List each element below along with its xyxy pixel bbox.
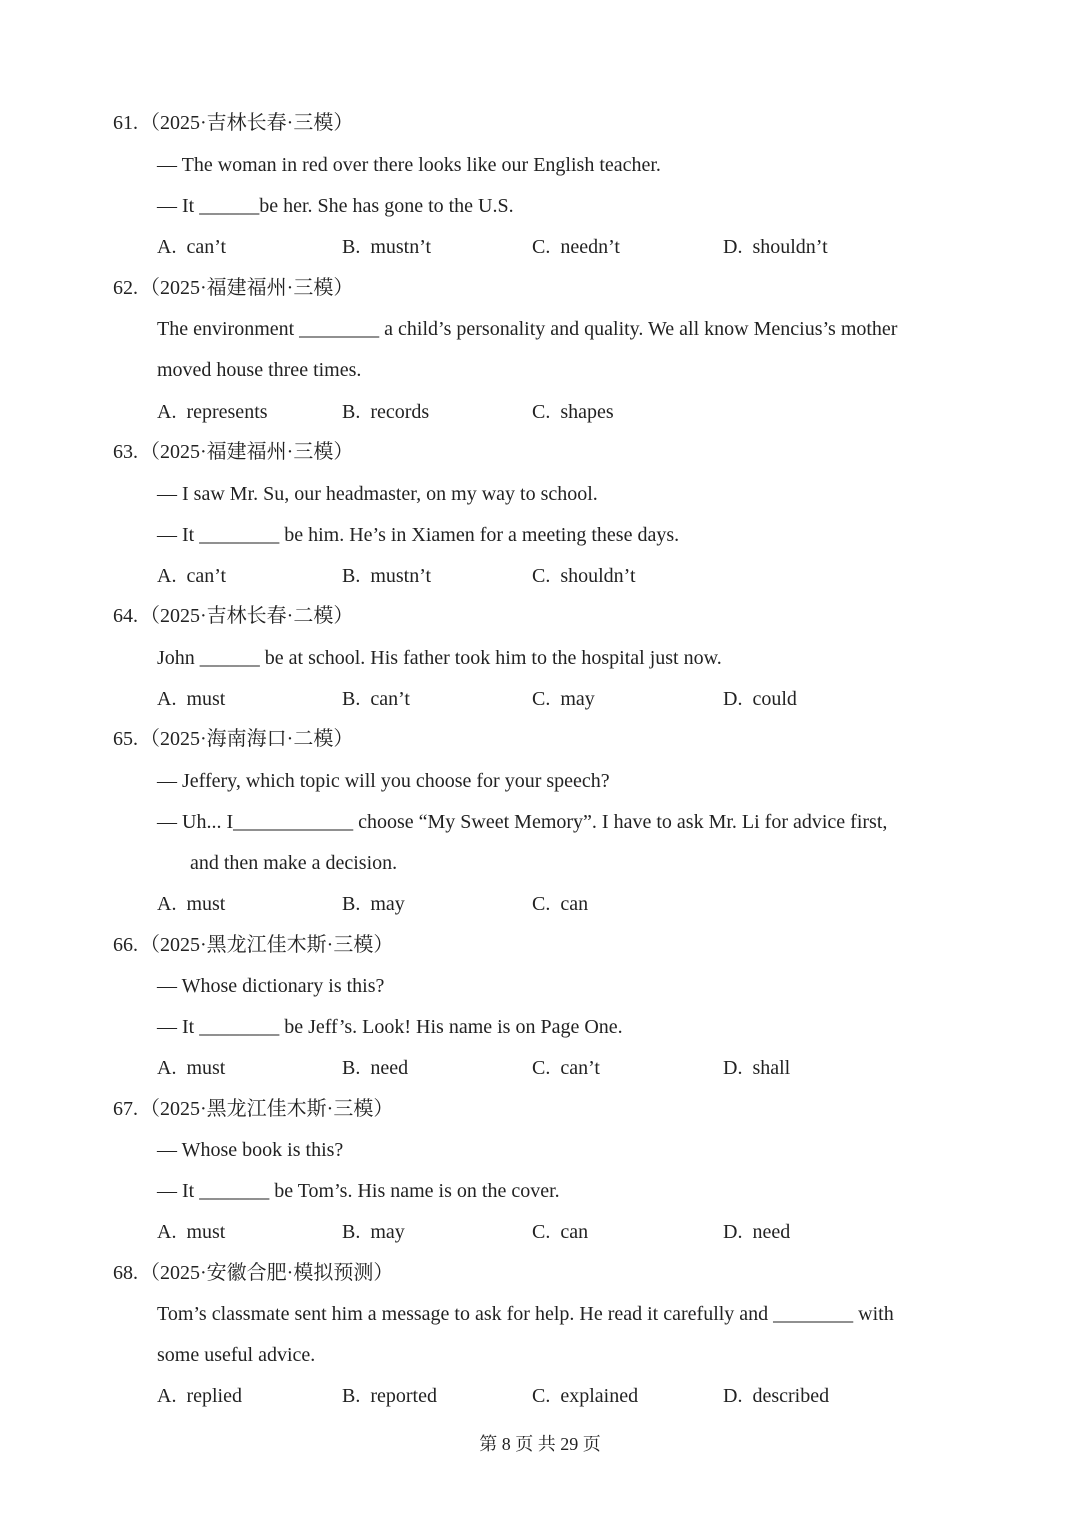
- option-text: could: [752, 688, 797, 710]
- option-letter: A.: [157, 1057, 177, 1079]
- option-text: can’t: [186, 565, 227, 587]
- question-text-line: — It _______ be Tom’s. His name is on the cover.: [157, 1180, 560, 1202]
- question-number: 67.: [113, 1098, 138, 1120]
- option-text: must: [186, 1057, 226, 1079]
- option-text: needn’t: [560, 236, 620, 258]
- question-text-line: — Uh... I____________ choose “My Sweet Memory”. I have to ask Mr. Li for advice first,: [157, 811, 888, 833]
- question-header: [113, 275, 353, 301]
- option-text: need: [752, 1221, 791, 1243]
- option-letter: A.: [157, 1385, 177, 1407]
- question-text-line: and then make a decision.: [190, 852, 398, 874]
- option-letter: D.: [723, 1385, 743, 1407]
- question-text-line: — Whose book is this?: [157, 1139, 344, 1161]
- option-d[interactable]: [723, 1055, 790, 1081]
- option-a[interactable]: [157, 686, 225, 712]
- question-number: 64.: [113, 605, 138, 627]
- question-number: 68.: [113, 1262, 138, 1284]
- question-number: 65.: [113, 728, 138, 750]
- option-text: shapes: [560, 401, 614, 423]
- option-c[interactable]: [532, 234, 620, 260]
- question-source: （2025·海南海口·二模）: [140, 728, 354, 750]
- question-text-line: — Whose dictionary is this?: [157, 975, 385, 997]
- option-b[interactable]: [342, 563, 431, 589]
- option-b[interactable]: [342, 891, 405, 917]
- option-text: can’t: [560, 1057, 600, 1079]
- question-header: [113, 603, 353, 629]
- option-letter: B.: [342, 401, 361, 423]
- option-letter: A.: [157, 893, 177, 915]
- question-text-line: John ______ be at school. His father took him to the hospital just now.: [157, 647, 722, 669]
- question-header: [113, 932, 393, 958]
- option-b[interactable]: [342, 399, 429, 425]
- option-text: described: [752, 1385, 830, 1407]
- option-b[interactable]: [342, 686, 410, 712]
- question-number: 63.: [113, 441, 138, 463]
- option-a[interactable]: [157, 399, 268, 425]
- option-text: can’t: [370, 688, 410, 710]
- option-letter: B.: [342, 236, 361, 258]
- question-text-line: moved house three times.: [157, 359, 362, 381]
- option-c[interactable]: [532, 563, 636, 589]
- option-text: reported: [370, 1385, 437, 1407]
- option-d[interactable]: [723, 234, 828, 260]
- option-text: must: [186, 893, 226, 915]
- option-letter: B.: [342, 1385, 361, 1407]
- option-letter: C.: [532, 236, 551, 258]
- option-c[interactable]: [532, 1383, 638, 1409]
- option-letter: C.: [532, 1221, 551, 1243]
- option-d[interactable]: [723, 686, 797, 712]
- option-text: must: [186, 688, 226, 710]
- option-letter: C.: [532, 1057, 551, 1079]
- option-letter: B.: [342, 565, 361, 587]
- option-letter: C.: [532, 893, 551, 915]
- option-letter: B.: [342, 1221, 361, 1243]
- question-source: （2025·安徽合肥·模拟预测）: [140, 1262, 394, 1284]
- option-d[interactable]: [723, 1219, 790, 1245]
- option-letter: A.: [157, 565, 177, 587]
- page-footer: 第 8 页 共 29 页: [479, 1434, 601, 1454]
- option-c[interactable]: [532, 891, 588, 917]
- question-header: [113, 110, 353, 136]
- option-text: can: [560, 893, 589, 915]
- option-text: must: [186, 1221, 226, 1243]
- option-d[interactable]: [723, 1383, 829, 1409]
- option-text: may: [370, 893, 405, 915]
- question-text-line: some useful advice.: [157, 1344, 316, 1366]
- option-a[interactable]: [157, 1055, 225, 1081]
- question-source: （2025·吉林长春·三模）: [140, 112, 354, 134]
- question-source: （2025·福建福州·三模）: [140, 277, 354, 299]
- option-text: shall: [752, 1057, 791, 1079]
- question-source: （2025·黑龙江佳木斯·三模）: [140, 934, 394, 956]
- option-text: need: [370, 1057, 409, 1079]
- option-text: may: [560, 688, 595, 710]
- question-number: 61.: [113, 112, 138, 134]
- question-text-line: — It ________ be Jeff’s. Look! His name is on Page One.: [157, 1016, 623, 1038]
- question-text-line: — The woman in red over there looks like our English teacher.: [157, 154, 661, 176]
- option-text: mustn’t: [370, 236, 432, 258]
- option-a[interactable]: [157, 563, 226, 589]
- option-text: mustn’t: [370, 565, 432, 587]
- option-text: explained: [560, 1385, 639, 1407]
- option-letter: B.: [342, 688, 361, 710]
- option-b[interactable]: [342, 234, 431, 260]
- question-header: [113, 1260, 393, 1286]
- option-text: represents: [186, 401, 268, 423]
- question-text-line: — Jeffery, which topic will you choose for your speech?: [157, 770, 610, 792]
- option-letter: D.: [723, 236, 743, 258]
- option-text: may: [370, 1221, 405, 1243]
- option-a[interactable]: [157, 891, 225, 917]
- option-c[interactable]: [532, 686, 595, 712]
- option-text: shouldn’t: [752, 236, 828, 258]
- option-text: shouldn’t: [560, 565, 636, 587]
- question-number: 62.: [113, 277, 138, 299]
- option-c[interactable]: [532, 1219, 588, 1245]
- option-letter: C.: [532, 565, 551, 587]
- option-letter: C.: [532, 401, 551, 423]
- question-header: [113, 1096, 393, 1122]
- option-b[interactable]: [342, 1383, 437, 1409]
- option-a[interactable]: [157, 1383, 242, 1409]
- question-source: （2025·黑龙江佳木斯·三模）: [140, 1098, 394, 1120]
- option-c[interactable]: [532, 399, 614, 425]
- option-text: replied: [186, 1385, 242, 1407]
- question-text-line: The environment ________ a child’s personality and quality. We all know Mencius’s mother: [157, 318, 898, 340]
- question-text-line: — I saw Mr. Su, our headmaster, on my way to school.: [157, 483, 598, 505]
- option-letter: A.: [157, 236, 177, 258]
- option-letter: A.: [157, 1221, 177, 1243]
- option-text: records: [370, 401, 430, 423]
- option-c[interactable]: [532, 1055, 600, 1081]
- option-letter: A.: [157, 688, 177, 710]
- option-letter: B.: [342, 893, 361, 915]
- question-header: [113, 439, 353, 465]
- question-text-line: Tom’s classmate sent him a message to ask for help. He read it carefully and ________ with: [157, 1303, 894, 1325]
- option-letter: D.: [723, 688, 743, 710]
- option-letter: D.: [723, 1057, 743, 1079]
- question-text-line: — It ________ be him. He’s in Xiamen for a meeting these days.: [157, 524, 680, 546]
- option-letter: C.: [532, 1385, 551, 1407]
- question-text-line: — It ______be her. She has gone to the U.S.: [157, 195, 514, 217]
- option-b[interactable]: [342, 1055, 408, 1081]
- question-source: （2025·福建福州·三模）: [140, 441, 354, 463]
- option-a[interactable]: [157, 234, 226, 260]
- option-text: can’t: [186, 236, 227, 258]
- option-letter: C.: [532, 688, 551, 710]
- question-source: （2025·吉林长春·二模）: [140, 605, 354, 627]
- option-letter: A.: [157, 401, 177, 423]
- question-number: 66.: [113, 934, 138, 956]
- option-text: can: [560, 1221, 589, 1243]
- option-letter: D.: [723, 1221, 743, 1243]
- option-letter: B.: [342, 1057, 361, 1079]
- option-b[interactable]: [342, 1219, 405, 1245]
- option-a[interactable]: [157, 1219, 225, 1245]
- question-header: [113, 726, 353, 752]
